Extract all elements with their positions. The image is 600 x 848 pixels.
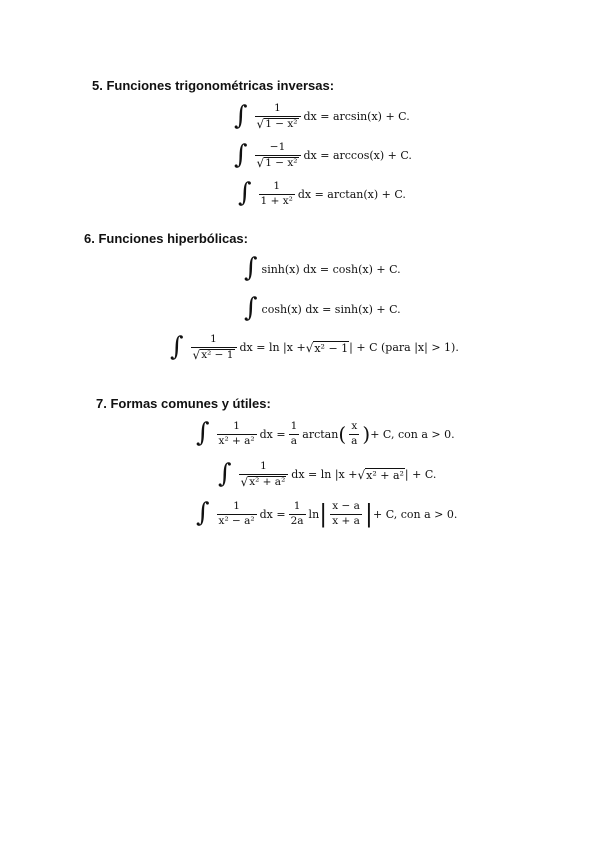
section-heading-7: 7. Formas comunes y útiles: (96, 396, 271, 411)
radicand: x² − 1 (201, 348, 234, 361)
integral-sign: ∫ (196, 498, 210, 529)
numerator: −1 (269, 141, 286, 153)
formula-equals: dx = (259, 507, 286, 521)
section-heading-5: 5. Funciones trigonométricas inversas: (92, 78, 335, 93)
sqrt: √ x² − 1 (305, 340, 349, 355)
integral-sign: ∫ (244, 253, 258, 283)
fraction-coefficient (289, 421, 300, 447)
formula-equals: dx = (259, 427, 286, 441)
integral-sign: ∫ (196, 418, 210, 449)
numerator: x − a (332, 500, 360, 512)
formula-sinh (244, 253, 401, 283)
fraction-argument (330, 501, 362, 527)
fraction (217, 501, 257, 527)
numerator: 1 (273, 180, 281, 192)
formula-common-arctan (196, 418, 455, 449)
integral-sign: ∫ (234, 100, 248, 131)
numerator: 1 (290, 420, 298, 432)
denominator: √ 1 − x² (255, 155, 301, 170)
numerator: 1 (260, 460, 267, 472)
abs-bar-left: | (319, 500, 328, 529)
numerator: 1 (274, 102, 281, 114)
integral-sign: ∫ (238, 178, 252, 209)
numerator: 1 (233, 420, 240, 432)
denominator: a (290, 434, 298, 447)
denominator: x² + a² (218, 434, 255, 447)
radicand: x² + a² (366, 468, 404, 482)
section-heading-6: 6. Funciones hiperbólicas: (84, 231, 248, 246)
function-name: arctan (302, 427, 339, 441)
denominator: x² − a² (218, 514, 255, 527)
function-name: ln (308, 507, 320, 521)
abs-bar-right: | (364, 500, 373, 529)
radicand: x² + a² (249, 475, 286, 488)
numerator: 1 (210, 333, 217, 345)
denominator: 1 + x² (260, 194, 293, 207)
formula-arcosh (170, 331, 459, 362)
formula-result-end: | + C (para |x| > 1). (349, 341, 459, 355)
fraction (239, 461, 289, 489)
formula-arccos (234, 139, 412, 170)
fraction (259, 181, 295, 207)
numerator: x (351, 420, 358, 432)
fraction-argument (349, 421, 359, 447)
fraction (255, 142, 301, 170)
formula-common-ln-sqrt (218, 458, 437, 489)
formula-result: + C, con a > 0. (373, 507, 458, 521)
formula-arctan (238, 178, 406, 209)
formula-result: dx = arcsin(x) + C. (303, 110, 410, 124)
denominator: a (351, 434, 358, 447)
sqrt: √ x² + a² (357, 467, 404, 482)
formula-body: sinh(x) dx = cosh(x) + C. (261, 262, 401, 276)
integral-sign: ∫ (170, 331, 184, 362)
radicand: 1 − x² (265, 156, 298, 169)
integral-sign: ∫ (244, 293, 258, 323)
formula-common-ln-ratio (196, 498, 458, 529)
radicand: x² − 1 (314, 341, 349, 355)
formula-result-end: | + C. (404, 468, 437, 482)
denominator: x + a (332, 514, 360, 527)
formula-result: + C, con a > 0. (370, 427, 455, 441)
formula-result-start: dx = ln |x + (239, 341, 306, 355)
integral-sign: ∫ (218, 458, 232, 489)
denominator: √ x² + a² (239, 474, 289, 489)
denominator: 2a (290, 514, 304, 527)
formula-body: cosh(x) dx = sinh(x) + C. (261, 302, 401, 316)
denominator: √ x² − 1 (191, 347, 237, 362)
fraction (191, 334, 237, 362)
close-paren: ) (362, 422, 371, 447)
numerator: 1 (233, 500, 240, 512)
formula-result: dx = arccos(x) + C. (303, 149, 412, 163)
fraction (217, 421, 257, 447)
radicand: 1 − x² (265, 117, 298, 130)
formula-result-start: dx = ln |x + (291, 468, 358, 482)
formula-arcsin (234, 100, 410, 131)
integral-sign: ∫ (234, 139, 248, 170)
open-paren: ( (338, 422, 347, 447)
formula-result: dx = arctan(x) + C. (297, 187, 406, 201)
denominator: √ 1 − x² (255, 116, 301, 131)
fraction (255, 103, 301, 131)
fraction-coefficient (289, 501, 306, 527)
numerator: 1 (293, 500, 301, 512)
formula-cosh (244, 293, 401, 323)
